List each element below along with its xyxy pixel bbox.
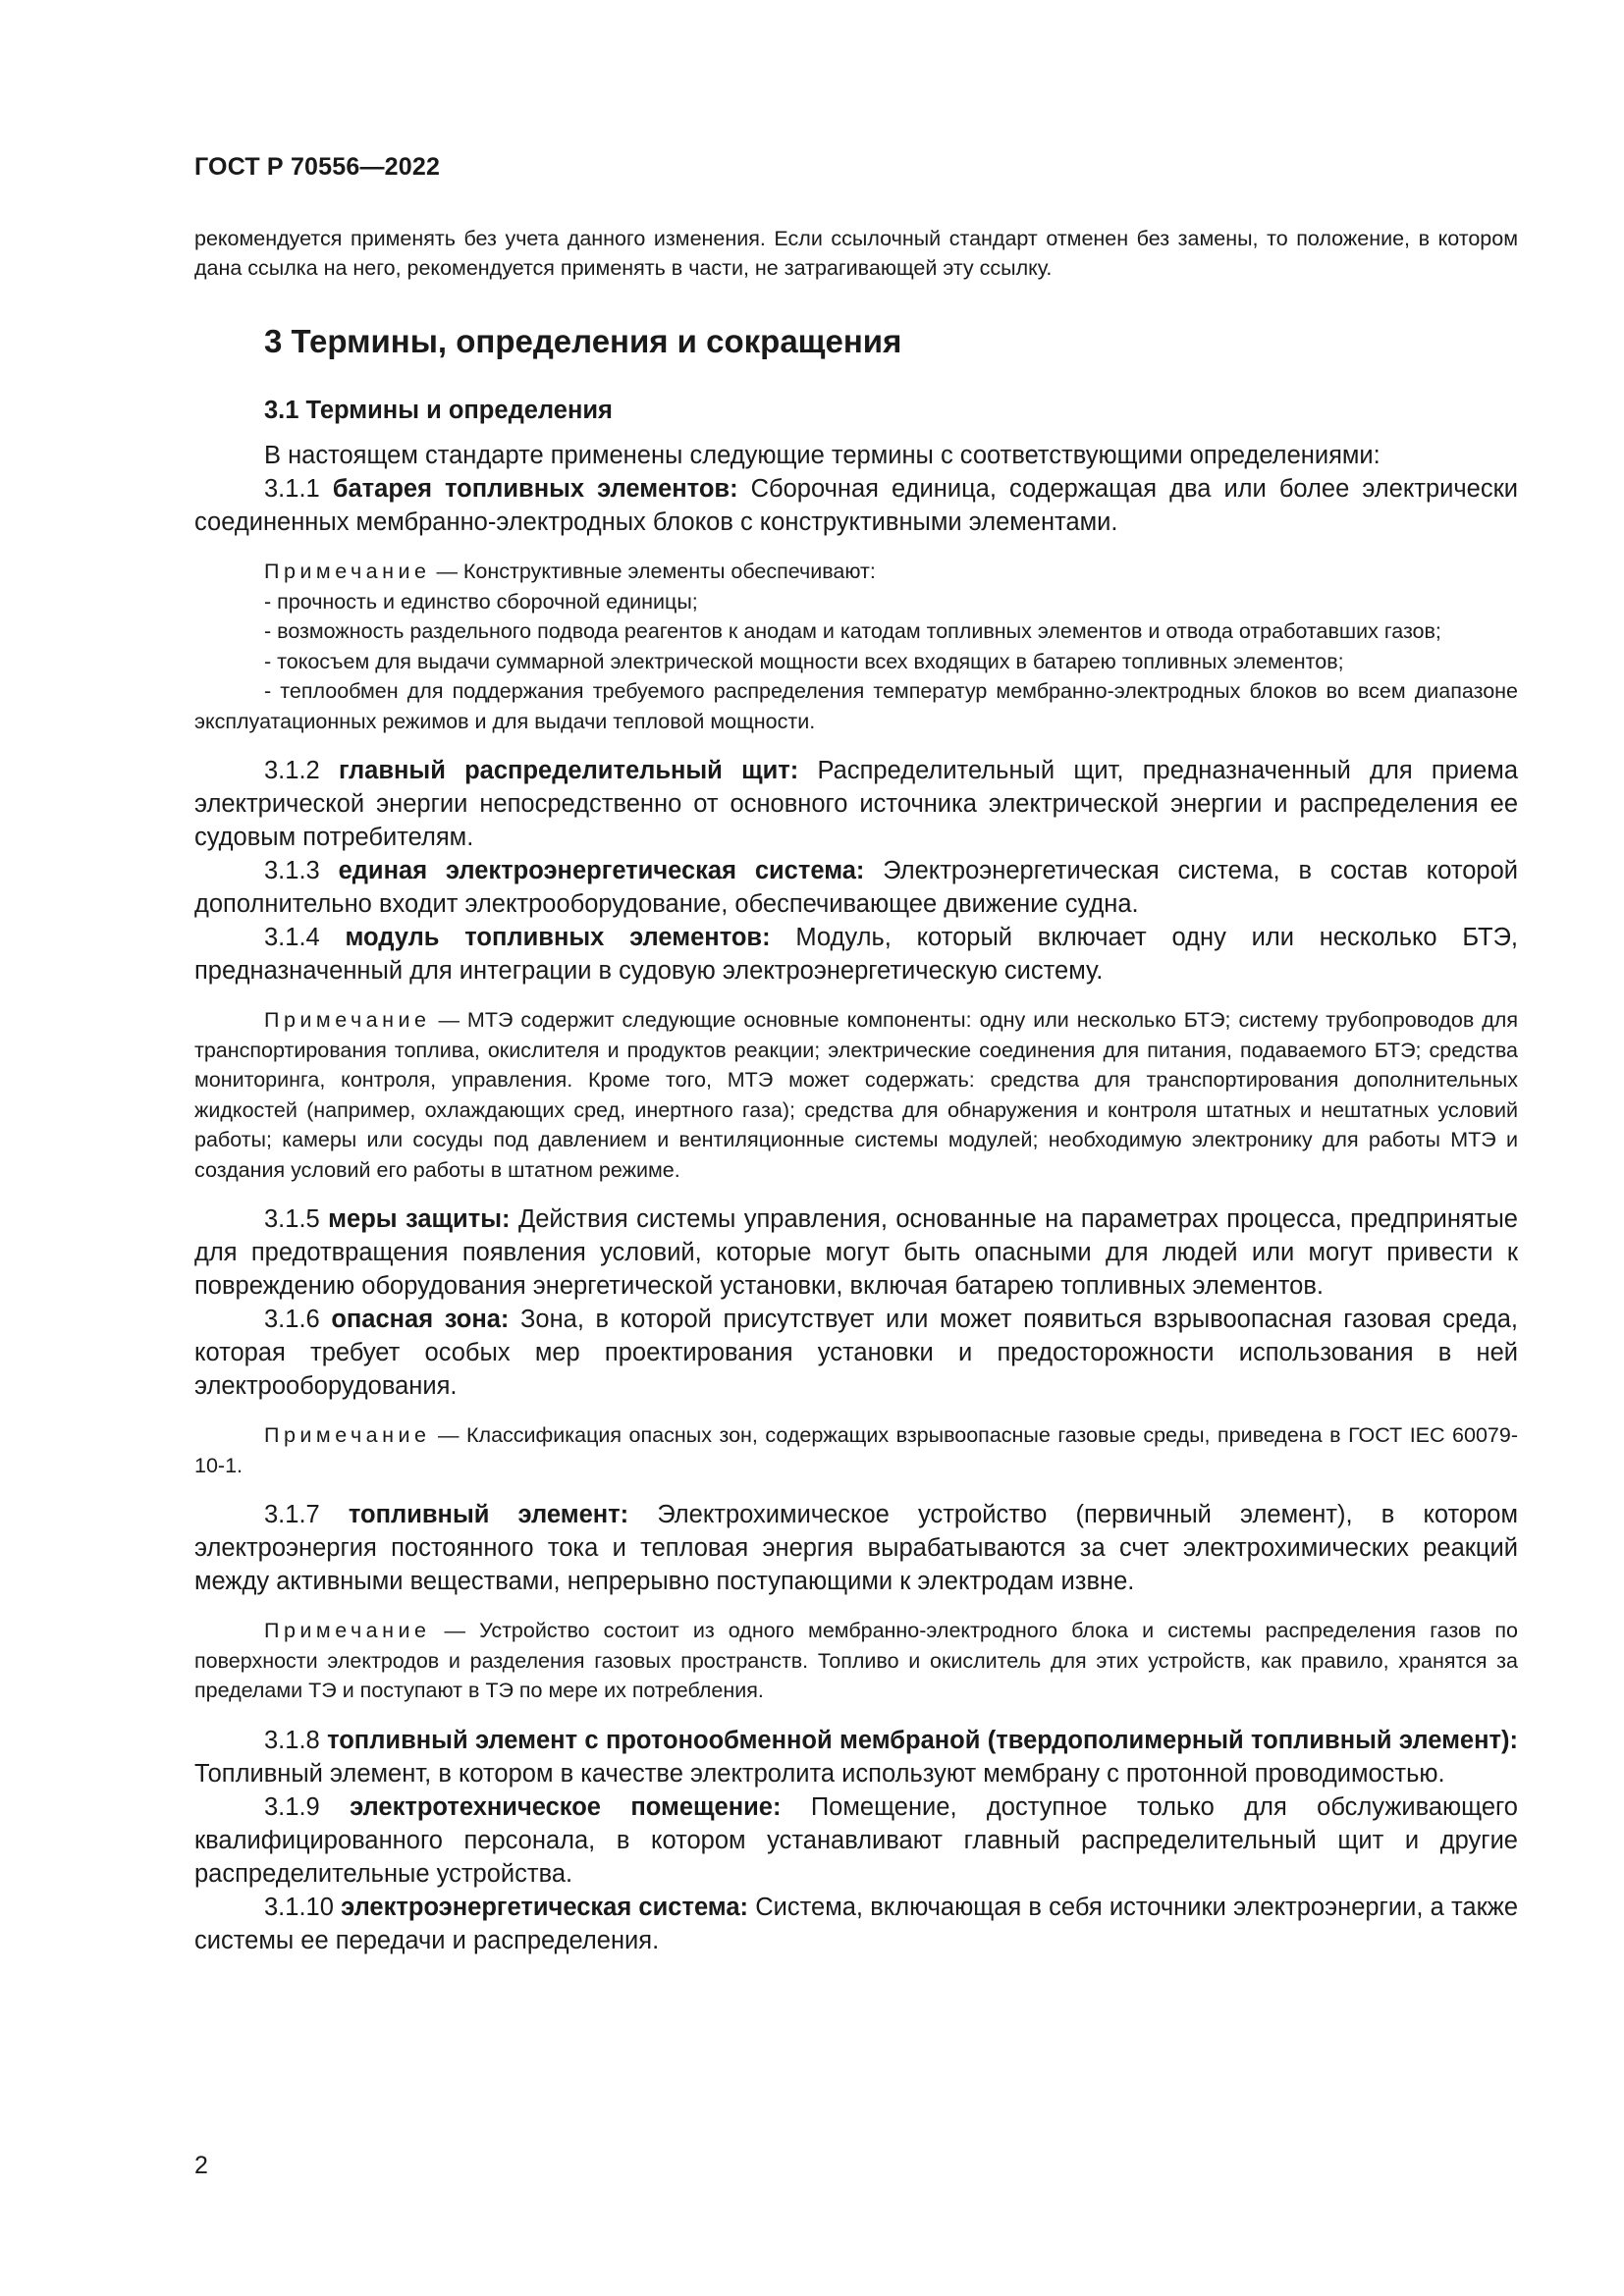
term-number: 3.1.2 bbox=[264, 757, 320, 784]
note-list-item: - возможность раздельного подвода реагентов к анодам и катодам топливных элементов и отвода отработавших газов; bbox=[264, 619, 1441, 643]
term-definition: Распределительный щит, предназначенный для приема электрической энергии непосредственно от основного источника электрической энергии и распределения ее судовым потребителям. bbox=[194, 757, 1518, 851]
term-entry bbox=[194, 921, 1518, 988]
term-entry bbox=[194, 1303, 1518, 1403]
term-number: 3.1.9 bbox=[264, 1792, 320, 1821]
term-name: топливный элемент с протонообменной мембраной (твердополимерный топливный элемент): bbox=[327, 1726, 1518, 1754]
note-list-item: - теплообмен для поддержания требуемого распределения температур мембранно-электродных блоков во всем диапазоне эксплуатационных режимов и для выдачи тепловой мощности. bbox=[194, 679, 1518, 733]
note bbox=[194, 557, 1518, 587]
term-name: модуль топливных элементов: bbox=[345, 924, 771, 951]
document-body bbox=[194, 224, 1518, 1957]
lead-paragraph: В настоящем стандарте применены следующие термины с соответствующими определениями: bbox=[264, 442, 1380, 469]
note-text: — МТЭ содержит следующие основные компоненты: одну или несколько БТЭ; систему трубопроводов для транспортирования топлива, окислителя и продуктов реакции; электрические соединения для питания, подаваемого БТЭ; средства мониторинга, контроля, управления. Кроме того, МТЭ может содержать: средства для транспортирования дополнительных жидкостей (например, охлаждающих сред, инертного газа); средства для обнаружения и контроля штатных и нештатных условий работы; камеры или сосуды под давлением и вентиляционные системы модулей; необходимую электронику для работы МТЭ и создания условий его работы в штатном режиме. bbox=[194, 1008, 1518, 1182]
note-list-item: - токосъем для выдачи суммарной электрической мощности всех входящих в батарею топливных элементов; bbox=[264, 649, 1344, 673]
intro-paragraph: рекомендуется применять без учета данного изменения. Если ссылочный стандарт отменен без замены, то положение, в котором дана ссылка на него, рекомендуется применять в части, не затрагивающей эту ссылку. bbox=[194, 227, 1518, 280]
note-text: — Конструктивные элементы обеспечивают: bbox=[436, 560, 876, 583]
term-number: 3.1.3 bbox=[264, 857, 320, 884]
section-title: 3 Термины, определения и сокращения bbox=[264, 323, 902, 359]
term-name: электроэнергетическая система: bbox=[341, 1893, 748, 1921]
note bbox=[194, 1420, 1518, 1480]
term-entry bbox=[194, 1498, 1518, 1598]
document-header: ГОСТ Р 70556—2022 bbox=[194, 153, 441, 181]
note-label: Примечание bbox=[264, 560, 431, 583]
term-entry bbox=[194, 1891, 1518, 1957]
term-name: батарея топливных элементов: bbox=[332, 475, 738, 503]
term-number: 3.1.4 bbox=[264, 924, 320, 951]
term-definition: Электрохимическое устройство (первичный элемент), в котором электроэнергия постоянного тока и тепловая энергия вырабатываются за счет электрохимических реакций между активными веществами, непрерывно поступающими к электродам извне. bbox=[194, 1501, 1518, 1595]
term-definition: Система, включающая в себя источники электроэнергии, а также системы ее передачи и распределения. bbox=[194, 1893, 1519, 1954]
term-entry bbox=[194, 754, 1518, 854]
note-label: Примечание bbox=[264, 1423, 431, 1447]
note-label: Примечание bbox=[264, 1619, 431, 1642]
term-definition: Модуль, который включает одну или несколько БТЭ, предназначенный для интеграции в судовую электроэнергетическую систему. bbox=[194, 924, 1518, 985]
note-list-item: - прочность и единство сборочной единицы; bbox=[264, 589, 698, 614]
term-number: 3.1.8 bbox=[264, 1726, 320, 1754]
subsection-title: 3.1 Термины и определения bbox=[264, 397, 613, 424]
note-text: — Классификация опасных зон, содержащих взрывоопасные газовые среды, приведена в ГОСТ IEC 60079-10-1. bbox=[194, 1423, 1519, 1477]
term-definition: Топливный элемент, в котором в качестве электролита используют мембрану с протонной проводимостью. bbox=[194, 1759, 1445, 1788]
term-name: электротехническое помещение: bbox=[350, 1792, 782, 1821]
term-entry bbox=[194, 472, 1518, 539]
term-number: 3.1.10 bbox=[264, 1893, 334, 1921]
term-number: 3.1.7 bbox=[264, 1501, 320, 1528]
term-definition: Электроэнергетическая система, в состав которой дополнительно входит электрооборудование, обеспечивающее движение судна. bbox=[194, 857, 1518, 918]
note-text: — Устройство состоит из одного мембранно-электродного блока и системы распределения газов по поверхности электродов и разделения газовых пространств. Топливо и окислитель для этих устройств, как правило, хранятся за пределами ТЭ и поступают в ТЭ по мере их потребления. bbox=[194, 1619, 1518, 1702]
term-name: опасная зона: bbox=[331, 1306, 510, 1333]
note bbox=[194, 1005, 1518, 1185]
note-label: Примечание bbox=[264, 1008, 431, 1032]
term-definition: Помещение, доступное только для обслуживающего квалифицированного персонала, в котором устанавливают главный распределительный щит и другие распределительные устройства. bbox=[194, 1792, 1518, 1888]
term-definition: Зона, в которой присутствует или может появиться взрывоопасная газовая среда, которая требует особых мер проектирования установки и предосторожности использования в ней электрооборудования. bbox=[194, 1306, 1518, 1400]
page-number: 2 bbox=[194, 2152, 208, 2179]
term-name: единая электроэнергетическая система: bbox=[338, 857, 865, 884]
term-definition: Действия системы управления, основанные на параметрах процесса, предпринятые для предотвращения появления условий, которые могут быть опасными для людей или могут привести к повреждению оборудования энергетической установки, включая батарею топливных элементов. bbox=[194, 1205, 1518, 1300]
term-name: топливный элемент: bbox=[348, 1501, 629, 1528]
term-name: главный распределительный щит: bbox=[338, 757, 799, 784]
term-entry bbox=[194, 1724, 1518, 1790]
term-number: 3.1.5 bbox=[264, 1205, 320, 1233]
note bbox=[194, 1616, 1518, 1706]
term-name: меры защиты: bbox=[328, 1205, 511, 1233]
term-definition: Сборочная единица, содержащая два или более электрически соединенных мембранно-электродных блоков с конструктивными элементами. bbox=[194, 475, 1518, 536]
term-number: 3.1.6 bbox=[264, 1306, 320, 1333]
term-entry bbox=[194, 854, 1518, 921]
term-number: 3.1.1 bbox=[264, 475, 320, 503]
term-entry bbox=[194, 1790, 1518, 1891]
term-entry bbox=[194, 1202, 1518, 1303]
